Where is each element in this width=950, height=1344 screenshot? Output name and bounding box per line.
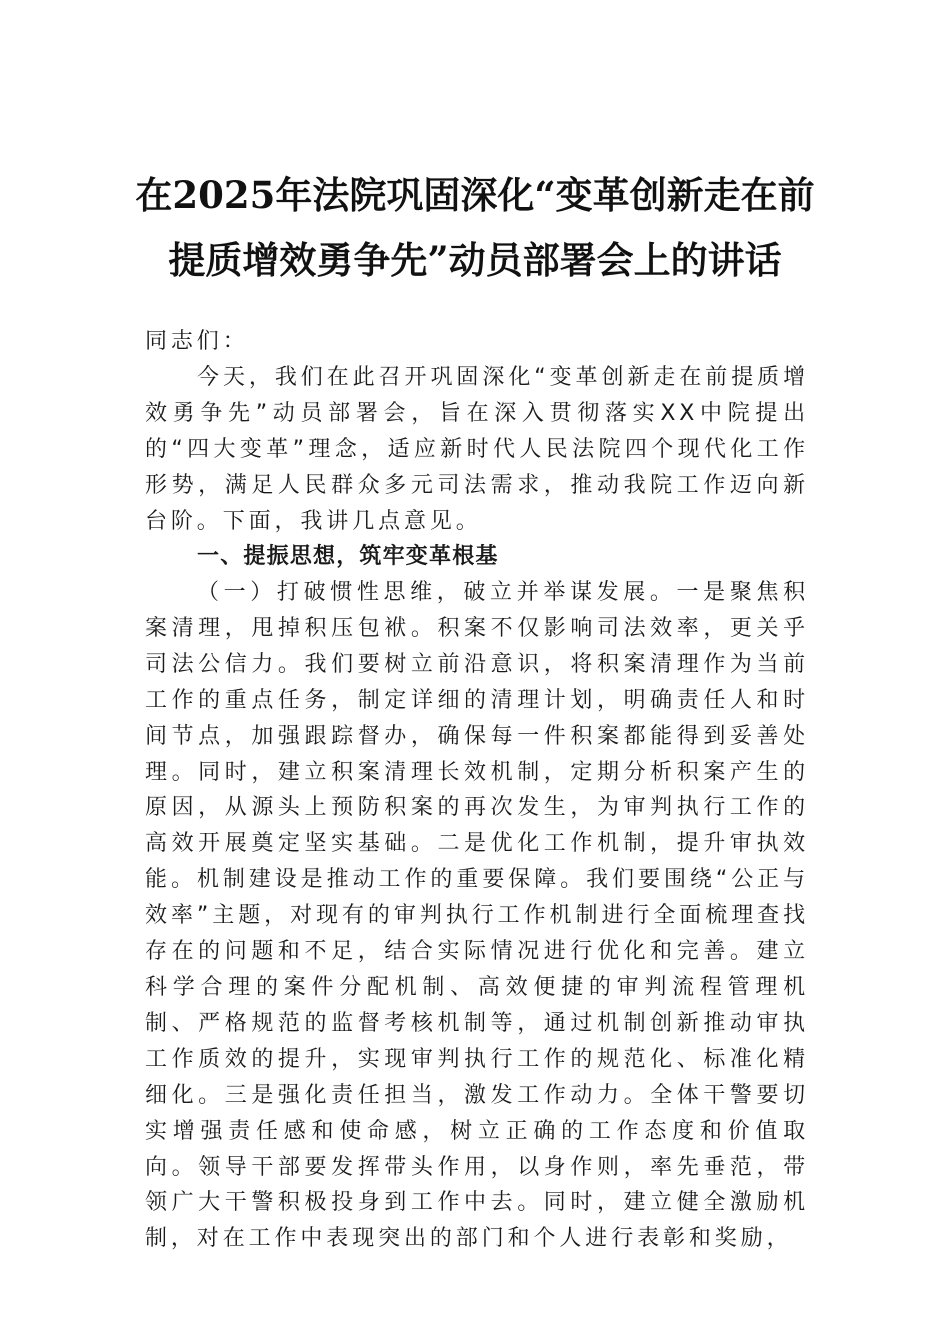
greeting: 同志们： <box>145 329 249 354</box>
title-line-1: 在2025年法院巩固深化“变革创新走在前 <box>135 173 815 217</box>
title-line-2: 提质增效勇争先”动员部署会上的讲话 <box>168 238 782 282</box>
section-heading-1: 一、提振思想，筑牢变革根基 <box>197 544 499 569</box>
intro-paragraph: 今天，我们在此召开巩固深化“变革创新走在前提质增效勇争先”动员部署会，旨在深入贯彻落实XX中院提出的“四大变革”理念，适应新时代人民法院四个现代化工作形势，满足人民群众多元司法需求，推动我院工作迈向新台阶。下面，我讲几点意见。 <box>145 365 809 534</box>
section-1-paragraph: （一）打破惯性思维，破立并举谋发展。一是聚焦积案清理，甩掉积压包袱。积案不仅影响司法效率，更关乎司法公信力。我们要树立前沿意识，将积案清理作为当前工作的重点任务，制定详细的清理计划，明确责任人和时间节点，加强跟踪督办，确保每一件积案都能得到妥善处理。同时，建立积案清理长效机制，定期分析积案产生的原因，从源头上预防积案的再次发生，为审判执行工作的高效开展奠定坚实基础。二是优化工作机制，提升审执效能。机制建设是推动工作的重要保障。我们要围绕“公正与效率”主题，对现有的审判执行工作机制进行全面梳理查找存在的问题和不足，结合实际情况进行优化和完善。建立科学合理的案件分配机制、高效便捷的审判流程管理机制、严格规范的监督考核机制等，通过机制创新推动审执工作质效的提升，实现审判执行工作的规范化、标准化精细化。三是强化责任担当，激发工作动力。全体干警要切实增强责任感和使命感，树立正确的工作态度和价值取向。领导干部要发挥带头作用，以身作则，率先垂范，带领广大干警积极投身到工作中去。同时，建立健全激励机制，对在工作中表现突出的部门和个人进行表彰和奖励， <box>145 580 809 1252</box>
